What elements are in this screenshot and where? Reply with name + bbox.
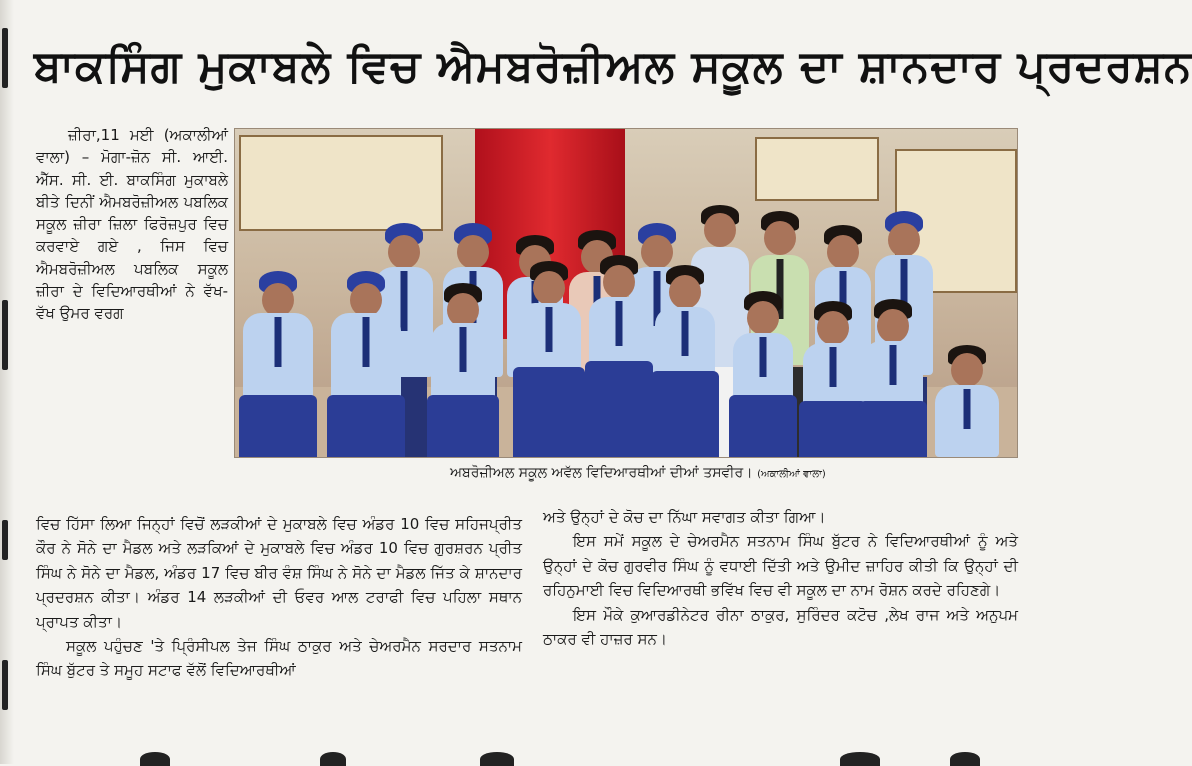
paragraph: ਸਕੂਲ ਪਹੁੰਚਣ 'ਤੇ ਪ੍ਰਿੰਸੀਪਲ ਤੇਜ ਸਿੰਘ ਠਾਕੁਰ ਅਤੇ ਚੇਅਰਮੈਨ ਸਰਦਾਰ ਸਤਨਾਮ ਸਿੰਘ ਬੁੱਟਰ ਤੇ ਸਮੂਹ ਸਟਾਫ ਵੱਲੋਂ ਵਿਦਿਆਰਥੀਆਂ — [36, 637, 522, 680]
lead-column — [36, 124, 228, 325]
photo-credit: (ਅਕਾਲੀਆਂ ਵਾਲਾ) — [757, 469, 826, 480]
photo-caption — [450, 463, 990, 485]
caption-text: ਅਬਰੋਜ਼ੀਅਲ ਸਕੂਲ ਅਵੱਲ ਵਿਦਿਆਰਥੀਆਂ ਦੀਆਂ ਤਸਵੀਰ। — [450, 465, 753, 481]
body-column-left — [36, 512, 522, 683]
adjacent-column-edge — [0, 0, 14, 764]
paragraph: ਵਿਚ ਹਿੱਸਾ ਲਿਆ ਜਿਨ੍ਹਾਂ ਵਿਚੋਂ ਲੜਕੀਆਂ ਦੇ ਮੁਕਾਬਲੇ ਵਿਚ ਅੰਡਰ 10 ਵਿਚ ਸਹਿਜਪ੍ਰੀਤ ਕੌਰ ਨੇ ਸੋਨੇ ਦਾ ਮੈਡਲ ਅਤੇ ਲੜਕਿਆਂ ਦੇ ਮੁਕਾਬਲੇ ਵਿਚ ਅੰਡਰ 10 ਵਿਚ ਗੁਰਸ਼ਰਨ ਪ੍ਰੀਤ ਸਿੰਘ ਨੇ ਸੋਨੇ ਦਾ ਮੈਡਲ, ਅੰਡਰ 17 ਵਿਚ ਬੀਰ ਵੰਸ਼ ਸਿੰਘ ਨੇ ਸੋਨੇ ਦਾ ਮੈਡਲ ਜਿੱਤ ਕੇ ਸ਼ਾਨਦਾਰ ਪ੍ਰਦਰਸ਼ਨ ਕੀਤਾ। ਅੰਡਰ 14 ਲੜਕੀਆਂ ਦੀ ਓਵਰ ਆਲ ਟਰਾਫੀ ਵਿਚ ਪਹਿਲਾ ਸਥਾਨ ਪ੍ਰਾਪਤ ਕੀਤਾ। — [36, 515, 522, 631]
dateline: ਜ਼ੀਰਾ,11 ਮਈ — [68, 126, 154, 144]
byline: (ਅਕਾਲੀਆਂ ਵਾਲਾ) – — [36, 126, 228, 167]
lead-text: ਮੋਗਾ-ਜ਼ੋਨ ਸੀ. ਆਈ. ਐੱਸ. ਸੀ. ਈ. ਬਾਕਸਿੰਗ ਮੁਕਾਬਲੇ ਬੀਤੇ ਦਿਨੀਂ ਐਮਬਰੋਜ਼ੀਅਲ ਪਬਲਿਕ ਸਕੂਲ ਜ਼ੀਰਾ ਜ਼ਿਲਾ ਫਿਰੋਜ਼ਪੁਰ ਵਿਚ ਕਰਵਾਏ ਗਏ , ਜਿਸ ਵਿਚ ਐਮਬਰੋਜ਼ੀਅਲ ਪਬਲਿਕ ਸਕੂਲ ਜ਼ੀਰਾ ਦੇ ਵਿਦਿਆਰਥੀਆਂ ਨੇ ਵੱਖ-ਵੱਖ ਉਮਰ ਵਰਗ — [36, 148, 228, 323]
next-article-clipped-headline — [20, 748, 1040, 764]
article-headline: ਬਾਕਸਿੰਗ ਮੁਕਾਬਲੇ ਵਿਚ ਐਮਬਰੋਜ਼ੀਅਲ ਸਕੂਲ ਦਾ ਸ਼ਾਨਦਾਰ ਪ੍ਰਦਰਸ਼ਨ — [34, 41, 1192, 92]
body-column-right — [543, 505, 1018, 651]
paragraph: ਇਸ ਮੌਕੇ ਕੁਆਰਡੀਨੇਟਰ ਰੀਨਾ ਠਾਕੁਰ, ਸੁਰਿੰਦਰ ਕਟੋਚ ,ਲੇਖ ਰਾਜ ਅਤੇ ਅਨੁਪਮ ਠਾਕਰ ਵੀ ਹਾਜ਼ਰ ਸਨ। — [543, 605, 1018, 649]
paragraph: ਇਸ ਸਮੇਂ ਸਕੂਲ ਦੇ ਚੇਅਰਮੈਨ ਸਤਨਾਮ ਸਿੰਘ ਬੁੱਟਰ ਨੇ ਵਿਦਿਆਰਥੀਆਂ ਨੂੰ ਅਤੇ ਉਨ੍ਹਾਂ ਦੇ ਕੋਚ ਗੁਰਵੀਰ ਸਿੰਘ ਨੂੰ ਵਧਾਈ ਦਿੱਤੀ ਅਤੇ ਉਮੀਦ ਜ਼ਾਹਿਰ ਕੀਤੀ ਕਿ ਉਨ੍ਹਾਂ ਦੀ ਰਹਿਨੁਮਾਈ ਵਿਚ ਵਿਦਿਆਰਥੀ ਭਵਿੱਖ ਵਿਚ ਵੀ ਸਕੂਲ ਦਾ ਨਾਮ ਰੋਸ਼ਨ ਕਰਦੇ ਰਹਿਣਗੇ। — [543, 532, 1018, 600]
news-photo — [234, 128, 1018, 458]
paragraph: ਅਤੇ ਉਨ੍ਹਾਂ ਦੇ ਕੋਚ ਦਾ ਨਿੱਘਾ ਸਵਾਗਤ ਕੀਤਾ ਗਿਆ। — [543, 508, 826, 526]
